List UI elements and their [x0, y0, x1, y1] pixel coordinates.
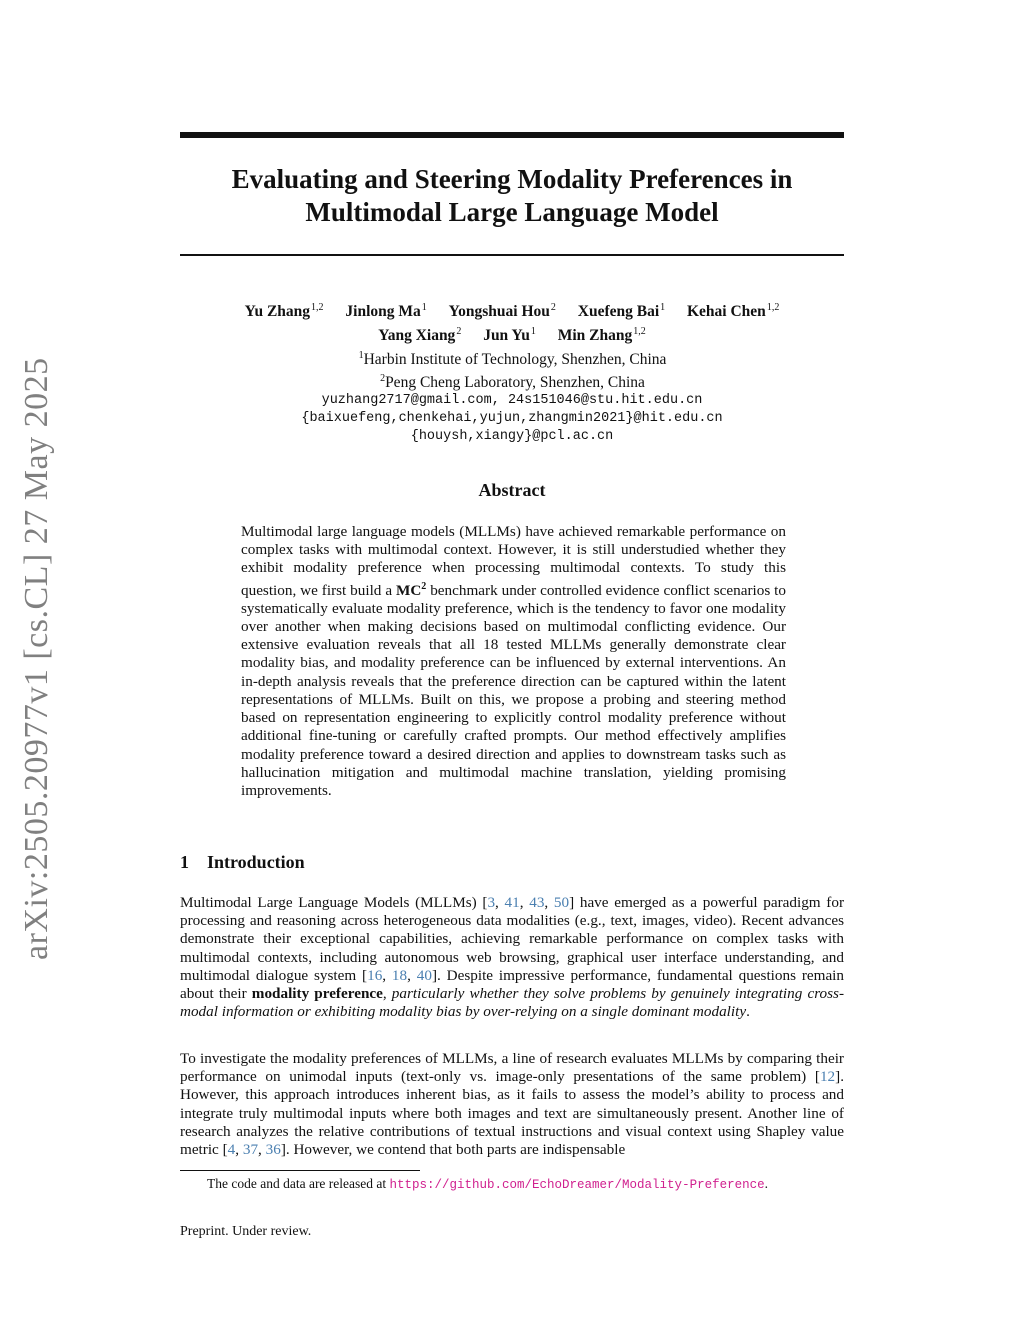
citation-link[interactable]: 43	[529, 894, 545, 911]
email-line: {baixuefeng,chenkehai,yujun,zhangmin2021}@hit.edu.cn	[301, 411, 723, 426]
author: Jinlong Ma$^1$	[345, 302, 427, 320]
citation-link[interactable]: 41	[504, 894, 520, 911]
footnote: The code and data are released at https://github.com/EchoDreamer/Modality-Preference.	[207, 1176, 768, 1192]
footnote-rule	[180, 1170, 420, 1171]
author: Kehai Chen$^{1,2}$	[687, 302, 780, 320]
citation-link[interactable]: 50	[553, 894, 570, 911]
citation-link[interactable]: 37	[242, 1141, 259, 1159]
title-line-2: Multimodal Large Language Model	[305, 197, 719, 227]
author: Xuefeng Bai$^1$	[577, 302, 666, 320]
email-line: yuzhang2717@gmail.com, 24s151046@stu.hit.edu.cn	[321, 393, 703, 408]
email-line: {houysh,xiangy}@pcl.ac.cn	[410, 429, 614, 444]
author: Min Zhang$^{1,2}$	[557, 326, 646, 344]
intro-paragraph-1: Multimodal Large Language Models (MLLMs) [3, 41, 43, 50] have emerged as a powerful paradigm for processing and reasoning across heterogeneous data modalities (e.g., text, images, video). Recent advances demonstrate their exceptional capabilities, achieving remarkable performance on complex tasks with multimodal contexts, including autonomous web browsing, graphical user interface understanding, and multimodal dialogue system [16, 18, 40]. Despite impressive performance, fundamental questions remain about their modality preference, particularly whether they solve problems by genuinely integrating cross-modal information or exhibiting modality bias by over-relying on a single dominant modality.	[180, 894, 845, 1021]
benchmark-name: $MC^2$	[395, 580, 427, 599]
author-row-2	[180, 322, 844, 346]
section-heading-introduction: 1 Introduction	[180, 852, 305, 872]
abstract-heading: Abstract	[478, 480, 546, 500]
preprint-notice: Preprint. Under review.	[180, 1224, 312, 1239]
citation-link[interactable]: 4	[227, 1141, 236, 1159]
citation-link[interactable]: 3	[487, 894, 496, 911]
arxiv-side-stamp: arXiv:2505.20977v1 [cs.CL] 27 May 2025	[18, 357, 55, 960]
author: Jun Yu$^1$	[483, 326, 536, 344]
affiliation: $^1$Harbin Institute of Technology, Shenzhen, China	[358, 350, 667, 368]
citation-link[interactable]: 36	[265, 1141, 281, 1159]
author: Yu Zhang$^{1,2}$	[244, 302, 324, 320]
citation-link[interactable]: 18	[391, 966, 408, 984]
title-rule-bottom	[180, 254, 844, 256]
citation-link[interactable]: 16	[367, 966, 383, 984]
author: Yang Xiang$^2$	[378, 326, 462, 344]
affiliation: $^2$Peng Cheng Laboratory, Shenzhen, China	[380, 373, 645, 391]
author: Yongshuai Hou$^2$	[448, 302, 556, 320]
intro-paragraph-2: To investigate the modality preferences of MLLMs, a line of research evaluates MLLMs by comparing their performance on unimodal inputs (text-only vs. image-only presentations of the same problem) [12]. However, this approach introduces inherent bias, as it fails to assess the model’s ability to process and integrate truly multimodal inputs where both images and text are simultaneously present. Another line of research analyzes the relative contributions of textual instructions and visual context using Shapley value metric [4, 37, 36]. However, we contend that both parts are indispensable	[180, 1050, 844, 1159]
citation-link[interactable]: 12	[819, 1068, 836, 1086]
citation-link[interactable]: 40	[416, 966, 432, 984]
paper-title	[180, 163, 844, 229]
code-repo-link[interactable]: https://github.com/EchoDreamer/Modality-Preference	[389, 1178, 765, 1192]
title-rule-top	[180, 132, 844, 138]
title-line-1: Evaluating and Steering Modality Preferences in	[231, 164, 793, 194]
author-row-1	[180, 298, 844, 322]
abstract-body: Multimodal large language models (MLLMs) have achieved remarkable performance on complex tasks with multimodal context. However, it is still understudied whether they exhibit modality preference when processing multimodal contexts. To study this question, we first build a $MC^2$ benchmark under controlled evidence conflict scenarios to systematically evaluate modality preference, which is the tendency to favor one modality over another when making decisions based on multimodal conflicting evidence. Our extensive evaluation reveals that all 18 tested MLLMs generally demonstrate clear modality bias, and modality preference can be influenced by external interventions. An in-depth analysis reveals that the preference direction can be captured within the latent representations of MLLMs. Built on this, we propose a probing and steering method based on representation engineering to explicitly control modality preference without additional fine-tuning or carefully crafted prompts. Our method effectively amplifies modality preference toward a desired direction and applies to downstream tasks such as hallucination mitigation and multimodal machine translation, yielding promising improvements.	[241, 523, 786, 799]
author-block	[180, 298, 844, 446]
